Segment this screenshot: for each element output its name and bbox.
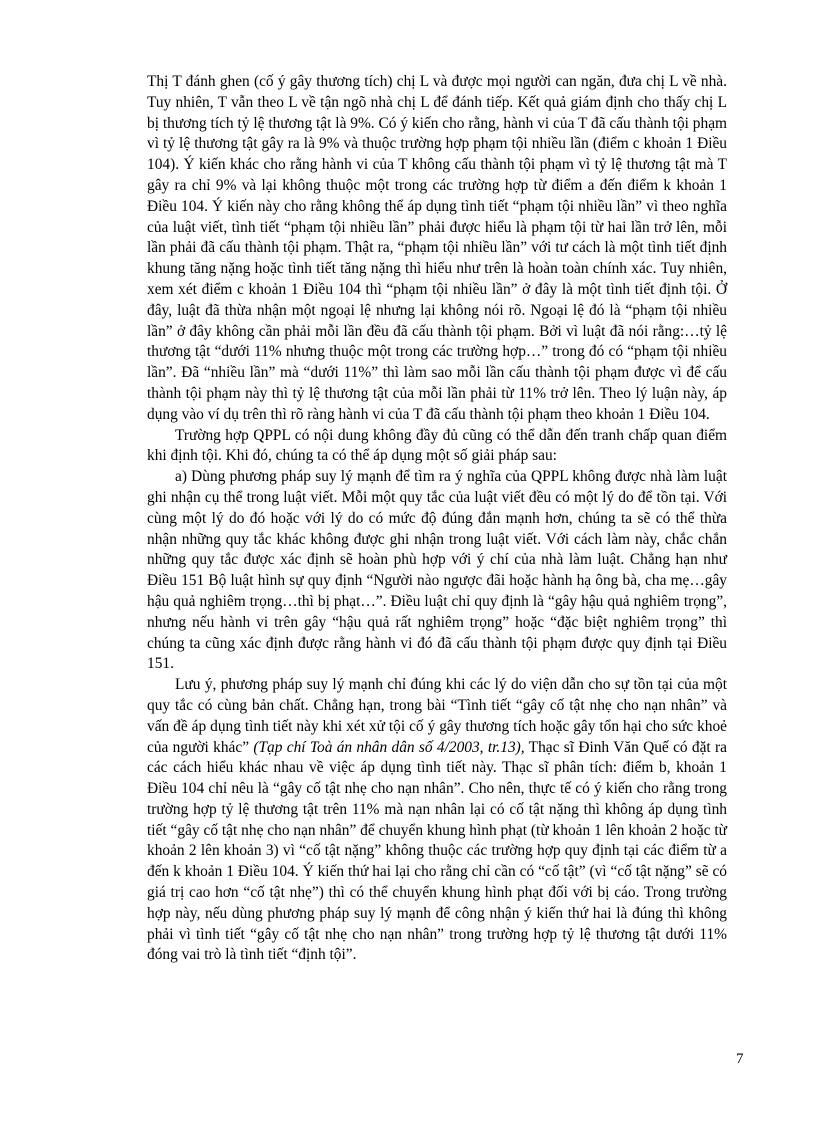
page-number: 7 <box>736 1051 744 1067</box>
document-body <box>147 72 727 966</box>
journal-citation: (Tạp chí Toà án nhân dân số 4/2003, tr.13), <box>253 738 525 756</box>
paragraph-3: a) Dùng phương pháp suy lý mạnh để tìm ra ý nghĩa của QPPL không được nhà làm luật ghi nhận cụ thể trong luật viết. Mỗi một quy tắc của luật viết đều có một lý do để tồn tại. Với cùng một lý do đó hoặc với lý do có mức độ đúng đắn mạnh hơn, chúng ta sẽ có thể thừa nhận những quy tắc khác không được ghi nhận trong luật viết. Với cách làm này, chắc chắn những quy tắc được xác định sẽ hoàn phù hợp với ý chí của nhà làm luật. Chẳng hạn như Điều 151 Bộ luật hình sự quy định “Người nào ngược đãi hoặc hành hạ ông bà, cha mẹ…gây hậu quả nghiêm trọng…thì bị phạt…”. Điều luật chỉ quy định là “gây hậu quả nghiêm trọng”, nhưng nếu hành vi trên gây “hậu quả rất nghiêm trọng” hoặc “đặc biệt nghiêm trọng” thì chúng ta cũng xác định được rằng hành vi đó đã cấu thành tội phạm được quy định tại Điều 151. <box>147 468 727 673</box>
paragraph-4-text-a: Lưu ý, phương pháp suy lý mạnh chỉ đúng khi các lý do viện dẫn cho sự tồn tại của một quy tắc có cùng bản chất. Chẳng hạn, trong bài “Tình tiết “gây cố tật nhẹ cho nạn nhân” và vấn đề áp dụng tình tiết này khi xét xử tội cố ý gây thương tích hoặc gây tổn hại cho sức khoẻ của người khác” <box>147 676 727 756</box>
paragraph-2: Trường hợp QPPL có nội dung không đầy đủ cũng có thể dẫn đến tranh chấp quan điểm khi định tội. Khi đó, chúng ta có thể áp dụng một số giải pháp sau: <box>147 426 727 465</box>
paragraph-4-text-b: Thạc sĩ Đinh Văn Quế có đặt ra các cách hiểu khác nhau về việc áp dụng tình tiết này. Thạc sĩ phân tích: điểm b, khoản 1 Điều 104 chỉ nêu là “gây cố tật nhẹ cho nạn nhân”. Cho nên, thực tế có ý kiến cho rằng trong trường hợp tỷ lệ thương tật trên 11% mà nạn nhân lại có cố tật nặng thì không áp dụng tình tiết “gây cố tật nhẹ cho nạn nhân” để chuyển khung hình phạt (từ khoản 1 lên khoản 2 hoặc từ khoản 2 lên khoản 3) vì “cố tật nặng” không thuộc các trường hợp quy định tại các điểm từ a đến k khoản 1 Điều 104. Ý kiến thứ hai lại cho rằng chỉ cần có “cố tật” (vì “cố tật nặng” sẽ có giá trị cao hơn “cố tật nhẹ”) thì có thể chuyển khung hình phạt đối với bị cáo. Trong trường hợp này, nếu dùng phương pháp suy lý mạnh để công nhận ý kiến thứ hai là đúng thì không phải vì tình tiết “gây cố tật nhẹ cho nạn nhân” trong trường hợp tỷ lệ thương tật dưới 11% đóng vai trò là tình tiết “định tội”. <box>147 738 727 964</box>
paragraph-1: Thị T đánh ghen (cố ý gây thương tích) chị L và được mọi người can ngăn, đưa chị L về nhà. Tuy nhiên, T vẫn theo L về tận ngõ nhà chị L để đánh tiếp. Kết quả giám định cho thấy chị L bị thương tích tỷ lệ thương tật là 9%. Có ý kiến cho rằng, hành vi của T đã cấu thành tội phạm vì tỷ lệ thương tật gây ra là 9% và thuộc trường hợp phạm tội nhiều lần (điểm c khoản 1 Điều 104). Ý kiến khác cho rằng hành vi của T không cấu thành tội phạm vì tỷ lệ thương tật mà T gây ra chỉ 9% và lại không thuộc một trong các trường hợp từ điểm a đến điểm k khoản 1 Điều 104. Ý kiến này cho rằng không thể áp dụng tình tiết “phạm tội nhiều lần” vì theo nghĩa của luật viết, tình tiết “phạm tội nhiều lần” phải được hiểu là phạm tội từ hai lần trở lên, mỗi lần phải đã cấu thành tội phạm. Thật ra, “phạm tội nhiều lần” với tư cách là một tình tiết định khung tăng nặng hoặc tình tiết tăng nặng thì hiểu như trên là hoàn toàn chính xác. Tuy nhiên, xem xét điểm c khoản 1 Điều 104 thì “phạm tội nhiều lần” ở đây là một tình tiết định tội. Ở đây, luật đã thừa nhận một ngoại lệ nhưng lại không nói rõ. Ngoại lệ đó là “phạm tội nhiều lần” ở đây không cần phải mỗi lần đều đã cấu thành tội phạm. Bởi vì luật đã nói rằng:…tỷ lệ thương tật “dưới 11% nhưng thuộc một trong các trường hợp…” trong đó có “phạm tội nhiều lần”. Đã “nhiều lần” mà “dưới 11%” thì làm sao mỗi lần cấu thành tội phạm được vì để cấu thành tội phạm này thì tỷ lệ thương tật của mỗi lần phải từ 11% trở lên. Theo lý luận này, áp dụng vào ví dụ trên thì rõ ràng hành vi của T đã cấu thành tội phạm theo khoản 1 Điều 104. <box>147 73 727 423</box>
paragraph-4 <box>147 675 727 966</box>
